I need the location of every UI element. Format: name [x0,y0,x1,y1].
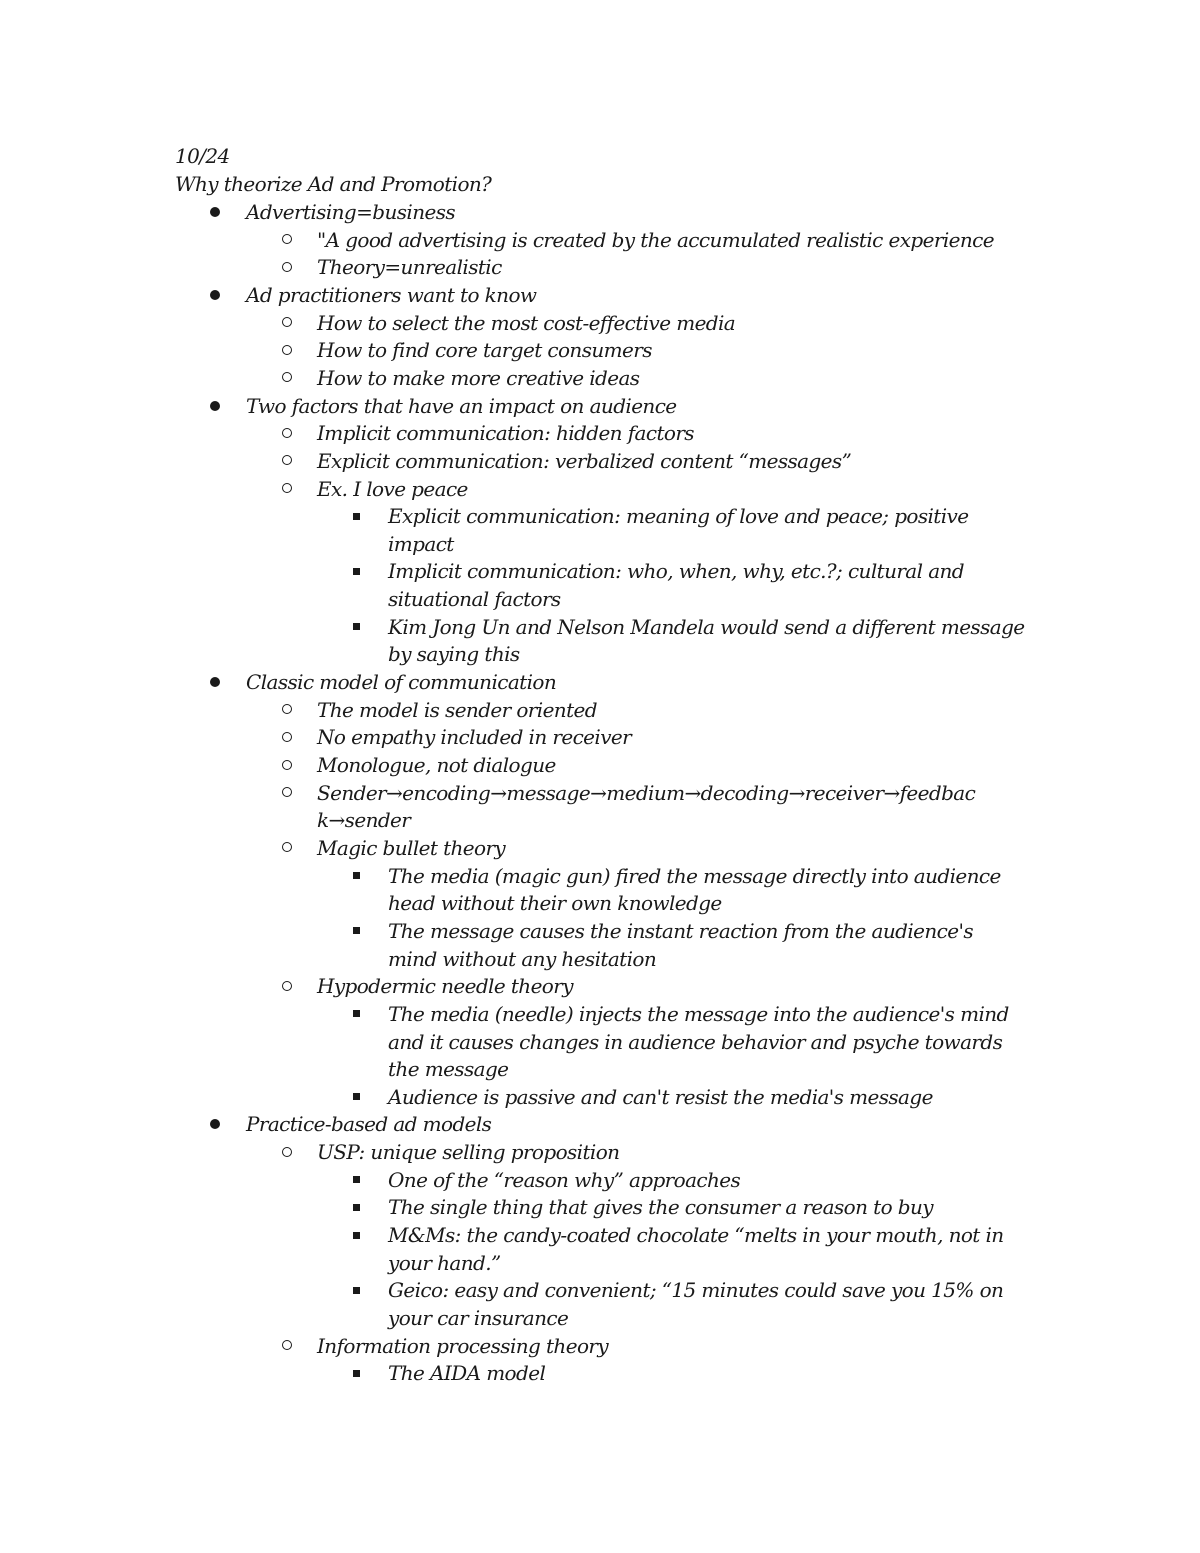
bullet-circle-icon [282,428,292,438]
bullet-circle-icon [282,704,292,714]
bullet-circle-icon [282,455,292,465]
list-item: Ex. I love peace [317,476,468,501]
list-item: M&Ms: the candy-coated chocolate “melts in your mouth, not in [388,1223,1004,1248]
bullet-square-icon [353,872,360,879]
bullet-dot-icon [210,290,220,300]
list-item-continuation: head without their own knowledge [388,891,722,916]
bullet-dot-icon [210,1119,220,1129]
list-item: Implicit communication: hidden factors [317,421,694,446]
list-item: Sender→encoding→message→medium→decoding→receiver→feedbac [317,780,976,805]
list-item: Magic bullet theory [317,835,506,860]
bullet-circle-icon [282,1340,292,1350]
list-item: Explicit communication: meaning of love and peace; positive [388,504,969,529]
bullet-dot-icon [210,677,220,687]
list-item-continuation: and it causes changes in audience behavior and psyche towards [388,1029,1003,1054]
list-item: Audience is passive and can't resist the media's message [388,1084,933,1109]
bullet-circle-icon [282,787,292,797]
list-item: No empathy included in receiver [317,725,632,750]
list-item-continuation: the message [388,1057,509,1082]
bullet-circle-icon [282,317,292,327]
list-item: How to select the most cost-effective media [317,310,736,335]
list-item: Classic model of communication [246,670,557,695]
list-item: Implicit communication: who, when, why, etc.?; cultural and [388,559,964,584]
list-item-continuation: situational factors [388,587,561,612]
list-item: The media (needle) injects the message into the audience's mind [388,1001,1009,1026]
bullet-square-icon [353,1232,360,1239]
list-item: USP: unique selling proposition [317,1140,620,1165]
bullet-dot-icon [210,401,220,411]
list-item: Two factors that have an impact on audience [246,393,677,418]
list-item-continuation: your hand.” [388,1250,501,1275]
bullet-circle-icon [282,1147,292,1157]
bullet-square-icon [353,1010,360,1017]
bullet-circle-icon [282,483,292,493]
list-item: Monologue, not dialogue [317,753,556,777]
bullet-square-icon [353,1093,360,1100]
list-item: Kim Jong Un and Nelson Mandela would send a different message [388,614,1025,639]
list-item: Geico: easy and convenient; “15 minutes could save you 15% on [388,1278,1004,1303]
bullet-square-icon [353,1370,360,1377]
list-item-continuation: impact [388,531,454,556]
bullet-square-icon [353,1204,360,1211]
list-item: Explicit communication: verbalized content “messages” [317,448,852,473]
list-item: Theory=unrealistic [317,255,502,280]
bullet-dot-icon [210,207,220,217]
bullet-square-icon [353,568,360,575]
bullet-circle-icon [282,732,292,742]
list-item: Advertising=business [246,200,456,224]
list-item: The model is sender oriented [317,697,597,722]
bullet-square-icon [353,513,360,520]
list-item-continuation: by saying this [388,642,520,667]
bullet-circle-icon [282,842,292,852]
date-heading: 10/24 [175,144,230,168]
list-item: The AIDA model [388,1361,546,1386]
list-item: How to make more creative ideas [317,365,640,390]
bullet-square-icon [353,623,360,630]
bullet-circle-icon [282,981,292,991]
bullet-circle-icon [282,372,292,382]
list-item-continuation: mind without any hesitation [388,946,657,971]
list-item: How to find core target consumers [317,338,652,363]
list-item: Ad practitioners want to know [246,282,537,307]
bullet-square-icon [353,1176,360,1183]
list-item: Information processing theory [317,1333,609,1358]
page-title: Why theorize Ad and Promotion? [175,172,492,196]
list-item: The single thing that gives the consumer a reason to buy [388,1195,933,1220]
bullet-circle-icon [282,262,292,272]
bullet-circle-icon [282,345,292,355]
bullet-square-icon [353,1287,360,1294]
list-item: The media (magic gun) fired the message directly into audience [388,863,1001,888]
list-item: One of the “reason why” approaches [388,1167,741,1192]
bullet-circle-icon [282,760,292,770]
list-item-continuation: your car insurance [388,1306,569,1330]
list-item: Hypodermic needle theory [317,974,573,999]
list-item: Practice-based ad models [246,1112,492,1137]
bullet-circle-icon [282,234,292,244]
bullet-square-icon [353,927,360,934]
list-item: "A good advertising is created by the accumulated realistic experience [317,227,994,252]
list-item-continuation: k→sender [317,808,411,833]
list-item: The message causes the instant reaction from the audience's [388,918,974,943]
